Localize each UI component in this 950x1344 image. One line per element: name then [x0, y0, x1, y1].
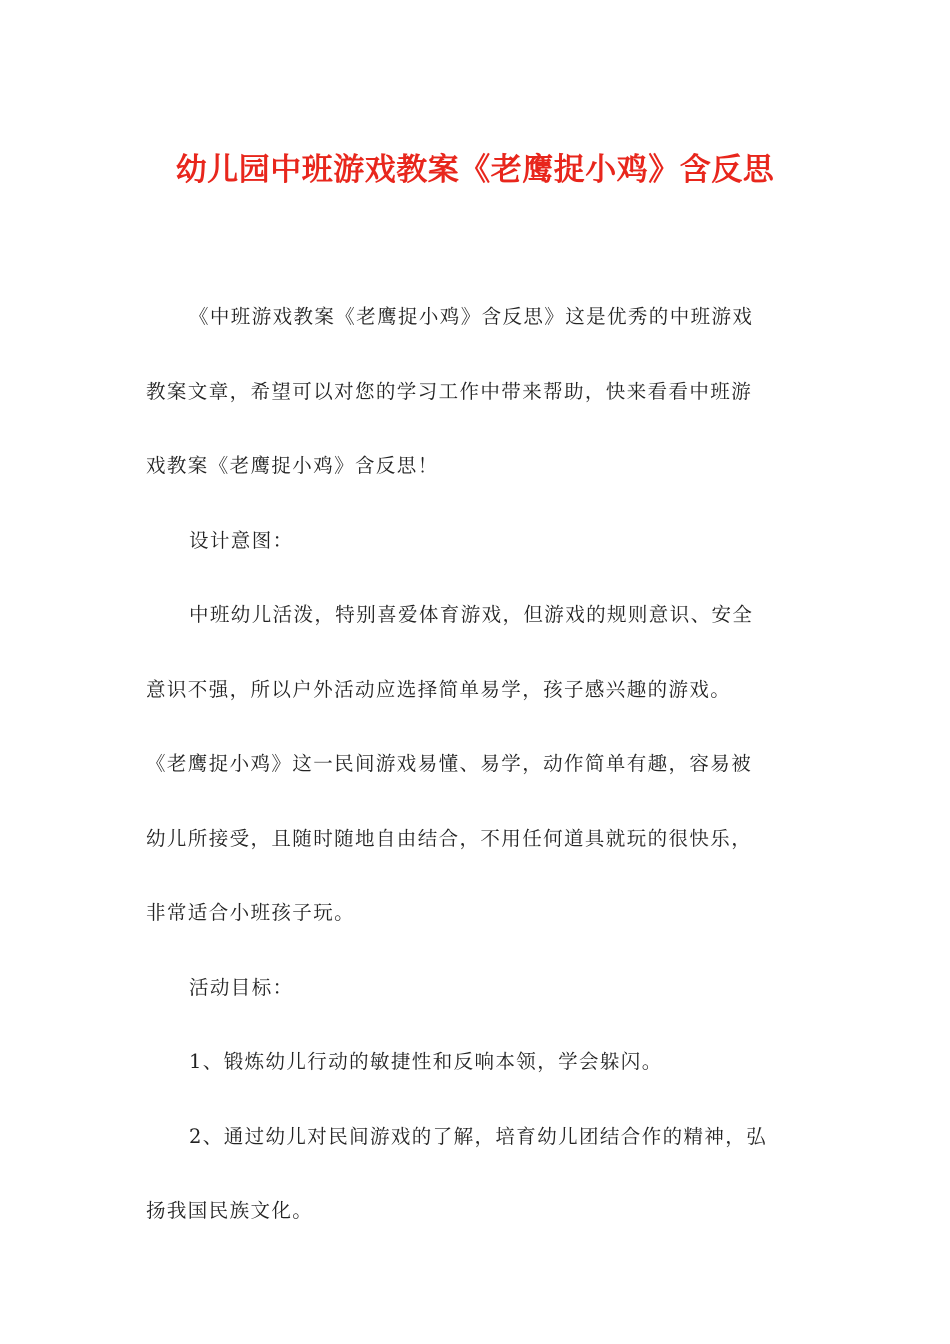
- section-heading-design-intent: 设计意图：: [189, 528, 294, 552]
- design-intent-line-4: 幼儿所接受，且随时随地自由结合，不用任何道具就玩的很快乐，: [146, 826, 753, 850]
- design-intent-line-2: 意识不强，所以户外活动应选择简单易学，孩子感兴趣的游戏。: [146, 677, 732, 701]
- intro-line-3: 戏教案《老鹰捉小鸡》含反思！: [146, 454, 439, 477]
- document-body: [146, 280, 814, 1249]
- section-heading-activity-goals: 活动目标：: [189, 975, 294, 999]
- design-intent-line-1: 中班幼儿活泼，特别喜爱体育游戏，但游戏的规则意识、安全: [189, 603, 754, 626]
- goal-item-1: 1、锻炼幼儿行动的敏捷性和反响本领，学会躲闪。: [189, 1050, 663, 1073]
- design-intent-line-3: 《老鹰捉小鸡》这一民间游戏易懂、易学，动作简单有趣，容易被: [146, 752, 753, 775]
- goal-item-2-line-2: 扬我国民族文化。: [146, 1199, 314, 1222]
- document-title: 幼儿园中班游戏教案《老鹰捉小鸡》含反思: [175, 152, 775, 188]
- design-intent-line-5: 非常适合小班孩子玩。: [146, 901, 356, 924]
- intro-line-1: 《中班游戏教案《老鹰捉小鸡》含反思》这是优秀的中班游戏: [189, 305, 754, 328]
- goal-item-2-line-1: 2、通过幼儿对民间游戏的了解，培育幼儿团结合作的精神，弘: [189, 1124, 768, 1148]
- intro-line-2: 教案文章，希望可以对您的学习工作中带来帮助，快来看看中班游: [146, 379, 753, 403]
